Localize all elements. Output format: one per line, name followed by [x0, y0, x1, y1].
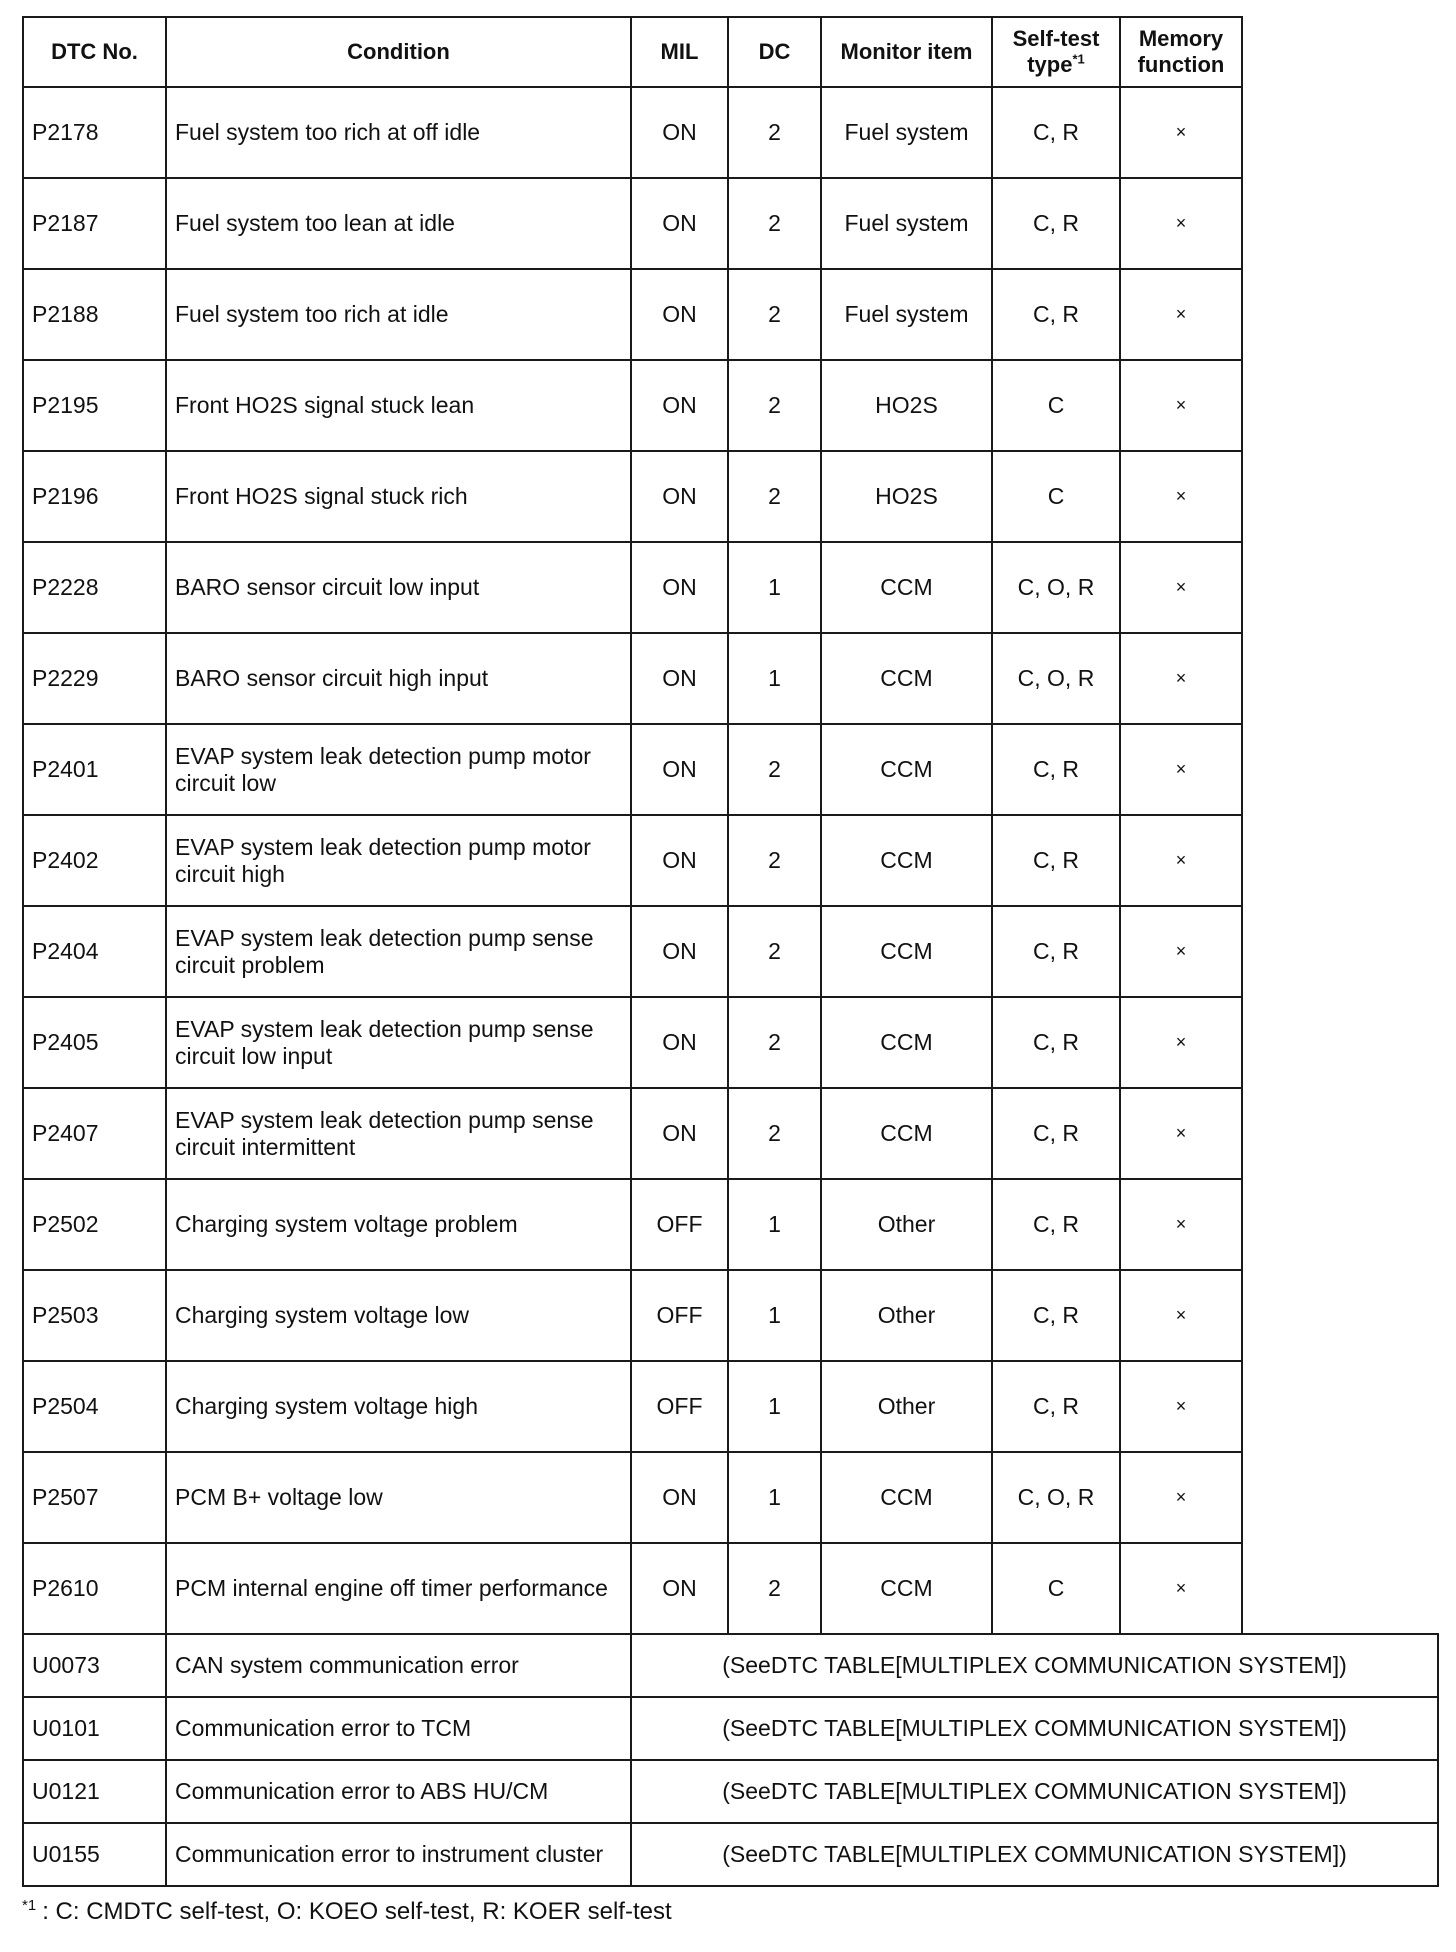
mil-status: OFF — [631, 1179, 728, 1270]
condition: PCM B+ voltage low — [166, 1452, 631, 1543]
header-memory-function: Memory function — [1120, 17, 1242, 87]
table-row — [23, 997, 1438, 1088]
drive-cycle: 2 — [728, 997, 821, 1088]
row-spacer — [1242, 1452, 1438, 1543]
drive-cycle: 1 — [728, 633, 821, 724]
table-row — [23, 1088, 1438, 1179]
self-test-type: C, R — [992, 997, 1120, 1088]
header-self-test-type — [992, 17, 1120, 87]
table-row — [23, 1270, 1438, 1361]
memory-function: × — [1120, 1179, 1242, 1270]
dtc-code: P2229 — [23, 633, 166, 724]
table-row — [23, 1452, 1438, 1543]
header-dtc-no: DTC No. — [23, 17, 166, 87]
table-row — [23, 269, 1438, 360]
condition: PCM internal engine off timer performance — [166, 1543, 631, 1634]
self-test-type: C — [992, 1543, 1120, 1634]
drive-cycle: 2 — [728, 1088, 821, 1179]
row-spacer — [1242, 542, 1438, 633]
mil-status: ON — [631, 906, 728, 997]
table-row — [23, 1179, 1438, 1270]
memory-function: × — [1120, 1088, 1242, 1179]
dtc-code: P2178 — [23, 87, 166, 178]
condition: BARO sensor circuit low input — [166, 542, 631, 633]
memory-function: × — [1120, 906, 1242, 997]
monitor-item: CCM — [821, 1088, 992, 1179]
dtc-code: P2196 — [23, 451, 166, 542]
dtc-code: P2402 — [23, 815, 166, 906]
self-test-type: C, R — [992, 1361, 1120, 1452]
table-row — [23, 724, 1438, 815]
dtc-code: P2502 — [23, 1179, 166, 1270]
monitor-item: HO2S — [821, 451, 992, 542]
dtc-code: U0073 — [23, 1634, 166, 1697]
monitor-item: Fuel system — [821, 269, 992, 360]
drive-cycle: 2 — [728, 87, 821, 178]
condition: Communication error to instrument cluster — [166, 1823, 631, 1886]
self-test-type: C, R — [992, 1270, 1120, 1361]
memory-function: × — [1120, 178, 1242, 269]
drive-cycle: 2 — [728, 724, 821, 815]
table-row — [23, 1760, 1438, 1823]
self-test-type: C, R — [992, 906, 1120, 997]
row-spacer — [1242, 997, 1438, 1088]
table-row — [23, 633, 1438, 724]
monitor-item: HO2S — [821, 360, 992, 451]
memory-function: × — [1120, 1543, 1242, 1634]
self-test-type: C — [992, 360, 1120, 451]
memory-function: × — [1120, 997, 1242, 1088]
self-test-type: C, R — [992, 178, 1120, 269]
row-spacer — [1242, 724, 1438, 815]
memory-function: × — [1120, 633, 1242, 724]
condition: Charging system voltage high — [166, 1361, 631, 1452]
condition: EVAP system leak detection pump sense circuit problem — [166, 906, 631, 997]
condition: Charging system voltage problem — [166, 1179, 631, 1270]
see-reference: (SeeDTC TABLE[MULTIPLEX COMMUNICATION SYSTEM]) — [631, 1634, 1438, 1697]
header-row — [23, 17, 1438, 87]
condition: Front HO2S signal stuck rich — [166, 451, 631, 542]
see-reference: (SeeDTC TABLE[MULTIPLEX COMMUNICATION SYSTEM]) — [631, 1760, 1438, 1823]
monitor-item: Other — [821, 1179, 992, 1270]
header-spacer — [1242, 17, 1438, 87]
row-spacer — [1242, 269, 1438, 360]
condition: EVAP system leak detection pump motor circuit high — [166, 815, 631, 906]
mil-status: ON — [631, 87, 728, 178]
memory-function: × — [1120, 360, 1242, 451]
row-spacer — [1242, 1088, 1438, 1179]
footnote-mark: *1 — [22, 1897, 37, 1914]
condition: EVAP system leak detection pump sense circuit intermittent — [166, 1088, 631, 1179]
row-spacer — [1242, 1179, 1438, 1270]
row-spacer — [1242, 633, 1438, 724]
drive-cycle: 1 — [728, 1452, 821, 1543]
condition: Communication error to TCM — [166, 1697, 631, 1760]
table-row — [23, 451, 1438, 542]
memory-function: × — [1120, 1270, 1242, 1361]
monitor-item: CCM — [821, 906, 992, 997]
monitor-item: Fuel system — [821, 87, 992, 178]
drive-cycle: 1 — [728, 1179, 821, 1270]
header-monitor-item: Monitor item — [821, 17, 992, 87]
footnote-text: : C: CMDTC self-test, O: KOEO self-test, R: KOER self-test — [42, 1898, 672, 1925]
row-spacer — [1242, 815, 1438, 906]
condition: Fuel system too rich at idle — [166, 269, 631, 360]
condition: Communication error to ABS HU/CM — [166, 1760, 631, 1823]
dtc-code: P2195 — [23, 360, 166, 451]
dtc-code: P2504 — [23, 1361, 166, 1452]
monitor-item: CCM — [821, 1543, 992, 1634]
monitor-item: Fuel system — [821, 178, 992, 269]
table-row — [23, 906, 1438, 997]
drive-cycle: 2 — [728, 1543, 821, 1634]
self-test-type: C, R — [992, 269, 1120, 360]
mil-status: ON — [631, 360, 728, 451]
self-test-type: C, R — [992, 1179, 1120, 1270]
drive-cycle: 1 — [728, 1270, 821, 1361]
mil-status: ON — [631, 724, 728, 815]
condition: Fuel system too lean at idle — [166, 178, 631, 269]
dtc-code: P2228 — [23, 542, 166, 633]
dtc-body — [23, 87, 1438, 1886]
row-spacer — [1242, 1543, 1438, 1634]
mil-status: ON — [631, 1543, 728, 1634]
condition: Charging system voltage low — [166, 1270, 631, 1361]
row-spacer — [1242, 1270, 1438, 1361]
mil-status: ON — [631, 633, 728, 724]
table-row — [23, 1543, 1438, 1634]
dtc-code: P2503 — [23, 1270, 166, 1361]
memory-function: × — [1120, 1361, 1242, 1452]
dtc-code: P2507 — [23, 1452, 166, 1543]
condition: Front HO2S signal stuck lean — [166, 360, 631, 451]
self-test-type: C — [992, 451, 1120, 542]
mil-status: ON — [631, 269, 728, 360]
self-test-type: C, O, R — [992, 542, 1120, 633]
dtc-code: P2405 — [23, 997, 166, 1088]
table-row — [23, 178, 1438, 269]
memory-function: × — [1120, 451, 1242, 542]
memory-function: × — [1120, 815, 1242, 906]
memory-function: × — [1120, 269, 1242, 360]
see-reference: (SeeDTC TABLE[MULTIPLEX COMMUNICATION SYSTEM]) — [631, 1697, 1438, 1760]
row-spacer — [1242, 1361, 1438, 1452]
dtc-code: U0101 — [23, 1697, 166, 1760]
monitor-item: CCM — [821, 633, 992, 724]
dtc-code: P2404 — [23, 906, 166, 997]
table-row — [23, 360, 1438, 451]
mil-status: ON — [631, 1452, 728, 1543]
mil-status: ON — [631, 1088, 728, 1179]
table-row — [23, 815, 1438, 906]
condition: BARO sensor circuit high input — [166, 633, 631, 724]
table-row — [23, 1361, 1438, 1452]
condition: Fuel system too rich at off idle — [166, 87, 631, 178]
table-row — [23, 1634, 1438, 1697]
header-condition: Condition — [166, 17, 631, 87]
drive-cycle: 2 — [728, 269, 821, 360]
monitor-item: CCM — [821, 815, 992, 906]
self-test-type: C, R — [992, 724, 1120, 815]
self-test-type: C, O, R — [992, 1452, 1120, 1543]
monitor-item: CCM — [821, 542, 992, 633]
row-spacer — [1242, 87, 1438, 178]
row-spacer — [1242, 178, 1438, 269]
memory-function: × — [1120, 724, 1242, 815]
row-spacer — [1242, 906, 1438, 997]
dtc-code: P2407 — [23, 1088, 166, 1179]
monitor-item: CCM — [821, 997, 992, 1088]
footnote — [22, 1897, 672, 1927]
dtc-code: U0155 — [23, 1823, 166, 1886]
row-spacer — [1242, 451, 1438, 542]
mil-status: OFF — [631, 1361, 728, 1452]
dtc-code: P2610 — [23, 1543, 166, 1634]
self-test-type: C, R — [992, 1088, 1120, 1179]
table-row — [23, 1697, 1438, 1760]
condition: CAN system communication error — [166, 1634, 631, 1697]
drive-cycle: 2 — [728, 815, 821, 906]
mil-status: ON — [631, 451, 728, 542]
table-row — [23, 542, 1438, 633]
memory-function: × — [1120, 87, 1242, 178]
header-mil: MIL — [631, 17, 728, 87]
condition: EVAP system leak detection pump motor circuit low — [166, 724, 631, 815]
footnote-marker: *1 — [1072, 51, 1085, 67]
self-test-type: C, R — [992, 815, 1120, 906]
monitor-item: CCM — [821, 724, 992, 815]
drive-cycle: 2 — [728, 360, 821, 451]
monitor-item: Other — [821, 1270, 992, 1361]
mil-status: ON — [631, 815, 728, 906]
mil-status: ON — [631, 997, 728, 1088]
dtc-code: P2188 — [23, 269, 166, 360]
memory-function: × — [1120, 542, 1242, 633]
drive-cycle: 1 — [728, 1361, 821, 1452]
dtc-code: P2401 — [23, 724, 166, 815]
mil-status: ON — [631, 542, 728, 633]
memory-function: × — [1120, 1452, 1242, 1543]
dtc-code: U0121 — [23, 1760, 166, 1823]
mil-status: ON — [631, 178, 728, 269]
table-row — [23, 87, 1438, 178]
row-spacer — [1242, 360, 1438, 451]
header-dc: DC — [728, 17, 821, 87]
drive-cycle: 2 — [728, 906, 821, 997]
see-reference: (SeeDTC TABLE[MULTIPLEX COMMUNICATION SYSTEM]) — [631, 1823, 1438, 1886]
mil-status: OFF — [631, 1270, 728, 1361]
monitor-item: Other — [821, 1361, 992, 1452]
condition: EVAP system leak detection pump sense circuit low input — [166, 997, 631, 1088]
self-test-type-label: Self-test type — [1012, 26, 1100, 77]
monitor-item: CCM — [821, 1452, 992, 1543]
dtc-table — [22, 16, 1439, 1887]
dtc-code: P2187 — [23, 178, 166, 269]
drive-cycle: 2 — [728, 451, 821, 542]
self-test-type: C, R — [992, 87, 1120, 178]
table-row — [23, 1823, 1438, 1886]
drive-cycle: 2 — [728, 178, 821, 269]
drive-cycle: 1 — [728, 542, 821, 633]
self-test-type: C, O, R — [992, 633, 1120, 724]
